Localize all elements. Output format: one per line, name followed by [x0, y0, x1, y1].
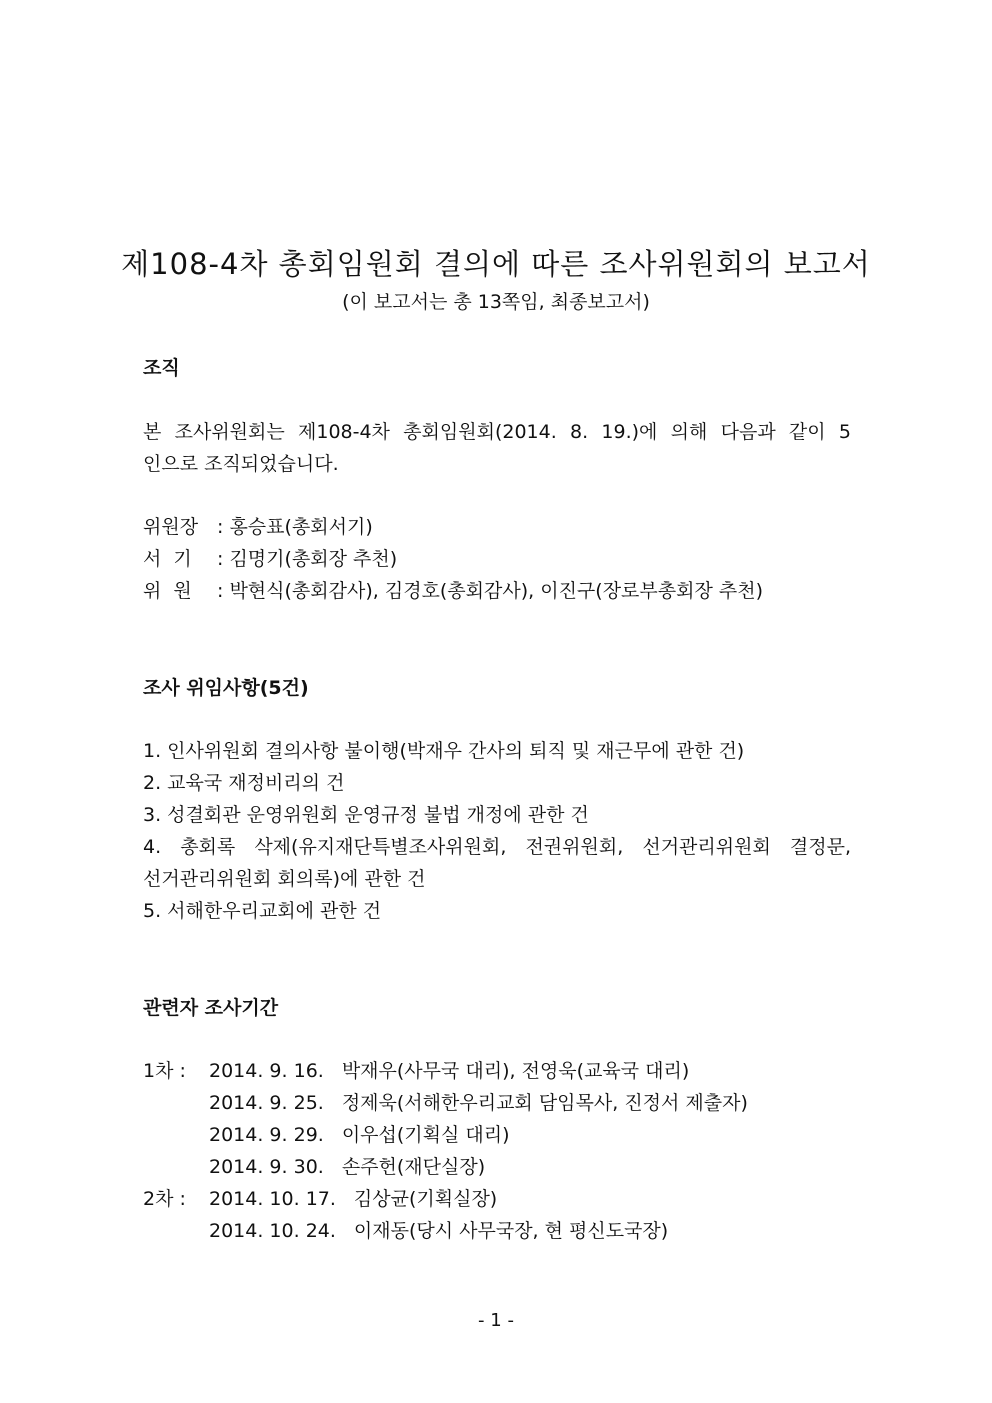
schedule-entry — [209, 1185, 497, 1213]
document-title: 제108-4차 총회임원회 결의에 따른 조사위원회의 보고서 — [121, 247, 871, 281]
member-row — [143, 577, 763, 605]
member-row — [143, 545, 397, 573]
schedule-entry — [209, 1057, 689, 1085]
section-heading-schedule: 관련자 조사기간 — [143, 997, 279, 1019]
organization-paragraph-line1: 본 조사위원회는 제108-4차 총회임원회(2014. 8. 19.)에 의해 다음과 같이 5 — [143, 421, 851, 443]
mandate-item: 2. 교육국 재정비리의 건 — [143, 772, 345, 794]
mandate-item: 4. 총회록 삭제(유지재단특별조사위원회, 전권위원회, 선거관리위원회 결정문, — [143, 836, 851, 858]
section-heading-organization: 조직 — [143, 357, 180, 379]
section-heading-mandate: 조사 위임사항(5건) — [143, 677, 309, 699]
schedule-person: 이우섭(기획실 대리) — [341, 1124, 510, 1146]
schedule-date: 2014. 10. 24. — [209, 1220, 336, 1242]
schedule-entry — [209, 1153, 485, 1181]
schedule-person: 손주헌(재단실장) — [341, 1156, 486, 1178]
member-label: 위원장 — [143, 516, 199, 538]
mandate-item: 3. 성결회관 운영위원회 운영규정 불법 개정에 관한 건 — [143, 804, 589, 826]
schedule-person: 박재우(사무국 대리), 전영욱(교육국 대리) — [341, 1060, 690, 1082]
schedule-person: 김상균(기획실장) — [353, 1188, 498, 1210]
mandate-item-continuation: 선거관리위원회 회의록)에 관한 건 — [143, 868, 426, 890]
round-label: 1차 : — [143, 1060, 186, 1082]
schedule-date: 2014. 10. 17. — [209, 1188, 336, 1210]
member-separator: : — [217, 548, 224, 570]
member-separator: : — [217, 580, 224, 602]
member-value: 김명기(총회장 추천) — [229, 548, 398, 570]
schedule-person: 이재동(당시 사무국장, 현 평신도국장) — [353, 1220, 669, 1242]
schedule-date: 2014. 9. 16. — [209, 1060, 324, 1082]
member-separator: : — [217, 516, 224, 538]
page-number: - 1 - — [478, 1310, 514, 1331]
schedule-entry — [209, 1217, 668, 1245]
mandate-item: 1. 인사위원회 결의사항 불이행(박재우 간사의 퇴직 및 재근무에 관한 건) — [143, 740, 745, 762]
member-row — [143, 513, 373, 541]
member-value: 홍승표(총회서기) — [229, 516, 373, 538]
member-value: 박현식(총회감사), 김경호(총회감사), 이진구(장로부총회장 추천) — [229, 580, 763, 602]
schedule-date: 2014. 9. 25. — [209, 1092, 324, 1114]
schedule-person: 정제욱(서해한우리교회 담임목사, 진정서 제출자) — [341, 1092, 748, 1114]
schedule-date: 2014. 9. 29. — [209, 1124, 324, 1146]
document-subtitle: (이 보고서는 총 13쪽임, 최종보고서) — [342, 291, 650, 313]
round-label: 2차 : — [143, 1188, 186, 1210]
mandate-item: 5. 서해한우리교회에 관한 건 — [143, 900, 382, 922]
member-label: 서 기 — [143, 548, 192, 570]
organization-paragraph-line2: 인으로 조직되었습니다. — [143, 453, 339, 475]
schedule-date: 2014. 9. 30. — [209, 1156, 324, 1178]
member-label: 위 원 — [143, 580, 192, 602]
schedule-entry — [209, 1121, 510, 1149]
schedule-entry — [209, 1089, 748, 1117]
